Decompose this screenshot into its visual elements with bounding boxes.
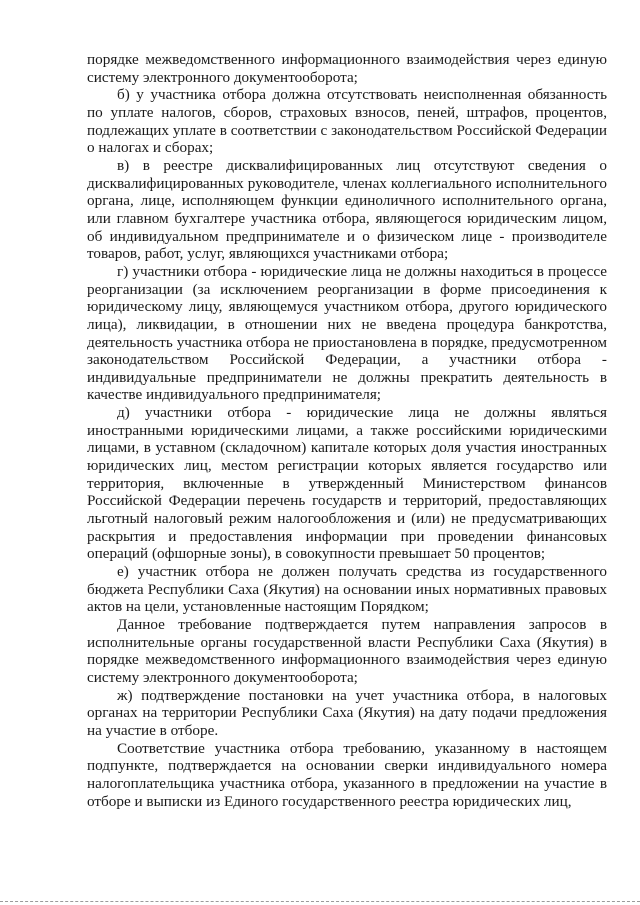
paragraph-continuation: порядке межведомственного информационного взаимодействия через единую систему электронного документооборота; [87, 51, 607, 86]
paragraph-zh: ж) подтверждение постановки на учет участника отбора, в налоговых органах на территории Республики Саха (Якутия) на дату подачи предложения на участие в отборе. [87, 686, 607, 739]
document-body [87, 51, 607, 810]
paragraph-requirement-confirmation: Данное требование подтверждается путем направления запросов в исполнительные органы государственной власти Республики Саха (Якутия) в порядке межведомственного информационного взаимодействия через единую систему электронного документооборота; [87, 616, 607, 686]
paragraph-d: д) участники отбора - юридические лица не должны являться иностранными юридическими лицами, а также российскими юридическими лицами, в уставном (складочном) капитале которых доля участия иностранных юридических лиц, местом регистрации которых является государство или территория, включенные в утвержденный Министерством финансов Российской Федерации перечень государств и территорий, предоставляющих льготный налоговый режим налогообложения и (или) не предусматривающих раскрытия и предоставления информации при проведении финансовых операций (офшорные зоны), в совокупности превышает 50 процентов; [87, 404, 607, 563]
paragraph-v: в) в реестре дисквалифицированных лиц отсутствуют сведения о дисквалифицированных руководителе, членах коллегиального исполнительного органа, лице, исполняющем функции единоличного исполнительного органа, или главном бухгалтере участника отбора, являющегося юридическим лицом, об индивидуальном предпринимателе и о физическом лице - производителе товаров, работ, услуг, являющихся участниками отбора; [87, 156, 607, 263]
paragraph-compliance: Соответствие участника отбора требованию, указанному в настоящем подпункте, подтверждается на основании сверки индивидуального номера налогоплательщика участника отбора, указанного в предложении на участие в отборе и выписки из Единого государственного реестра юридических лиц, [87, 739, 607, 810]
scan-edge-line [0, 901, 640, 902]
paragraph-e: е) участник отбора не должен получать средства из государственного бюджета Республики Саха (Якутия) на основании иных нормативных правовых актов на цели, установленные настоящим Порядком; [87, 563, 607, 616]
paragraph-b: б) у участника отбора должна отсутствовать неисполненная обязанность по уплате налогов, сборов, страховых взносов, пеней, штрафов, процентов, подлежащих уплате в соответствии с законодательством Российской Федерации о налогах и сборах; [87, 86, 607, 157]
paragraph-g: г) участники отбора - юридические лица не должны находиться в процессе реорганизации (за исключением реорганизации в форме присоединения к юридическому лицу, являющемуся участником отбора, другого юридического лица), ликвидации, в отношении них не введена процедура банкротства, деятельность участника отбора не приостановлена в порядке, предусмотренном законодательством Российской Федерации, а участники отбора - индивидуальные предприниматели не должны прекратить деятельность в качестве индивидуального предпринимателя; [87, 262, 607, 404]
